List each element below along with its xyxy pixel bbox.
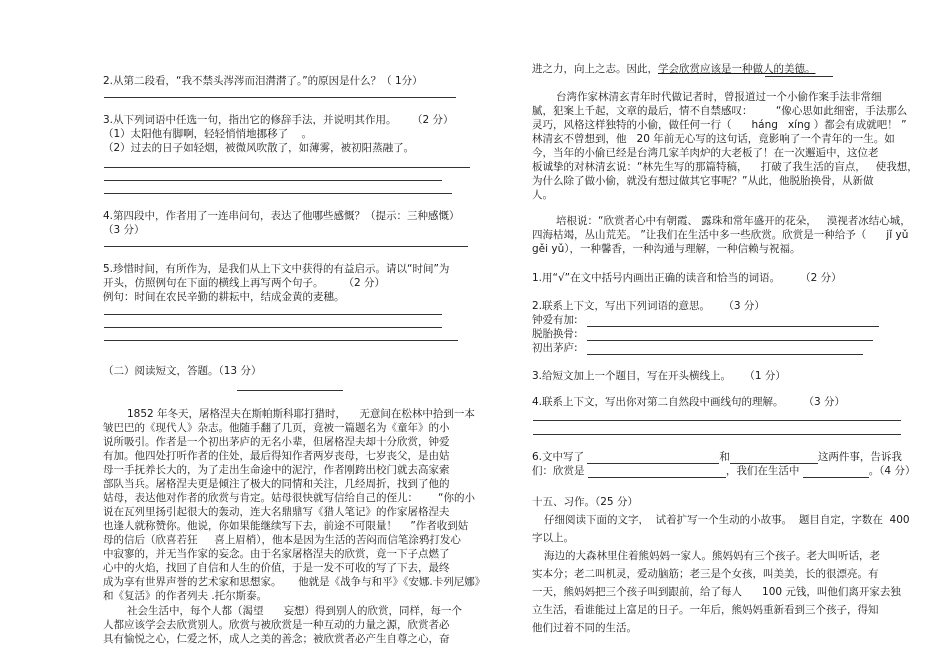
answer-line [587,354,863,355]
question-5-line-1: 5.珍惜时间，有所作为，是我们从上下文中获得的有益启示。请以“时间”为 [103,263,450,275]
writing-prompt-line: 仔细阅读下面的文字， 试着扩写一个生动的小故事。 题目自定，字数在 400 [544,514,910,526]
fill-blank [588,466,726,478]
answer-line [104,167,470,168]
section-15-heading: 十五、习作。（25 分） [532,496,638,508]
passage-p3-line: 灵巧，风格这样独特的小偷，做任何一行（ háng xíng ）都会有成就吧！ ” [532,119,907,131]
story-line: 海边的大森林里住着熊妈妈一家人。熊妈妈有三个孩子。老大叫听话，老 [544,550,880,562]
passage-p4-line: 培根说：“欣赏者心中有朝霞、 露珠和常年盛开的花朵， 漠视者冰结心城， [556,215,911,227]
question-text: 们：欣赏是 [532,465,585,477]
answer-line [104,246,468,247]
passage-p1-line: 说所吸引。作者是一个初出茅庐的无名小辈，但屠格涅夫却十分欣赏，钟爱 [103,436,450,448]
passage-text: 进之力，向上之志。因此， [532,63,658,75]
title-blank-line [237,390,343,391]
passage-p1-line: 和《复活》的作者列夫 .托尔斯泰。 [103,590,268,602]
section-2-heading: （二）阅读短文，答题。（13 分） [103,365,262,377]
passage-p1-line: 姑母，表达他对作者的欣赏与肯定。姑母很快就写信给自己的侄儿： “你的小 [103,492,475,504]
passage-p1-line: 中寂寥的，并无当作家的妄念。由于名家屠格涅夫的欣赏，竟一下子点燃了 [103,548,450,560]
question-r6-line-2 [532,465,915,478]
passage-p1-line: 有加。他四处打听作者的住处，最后得知作者两岁丧母，七岁丧父，是由姑 [103,450,450,462]
answer-line [587,340,873,341]
term-label: 钟爱有加: [532,314,578,326]
passage-p2-line: 人都应该学会去欣赏别人。欣赏与被欣赏是一种互动的力量之源，欣赏者必 [103,619,450,631]
question-r4: 4.联系上下文，写出你对第二自然段中画线句的理解。 （3 分） [532,396,846,408]
fill-blank [587,452,719,464]
passage-p1-line: 说在瓦列里扬引起很大的轰动，连大名鼎鼎写《猎人笔记》的作家屠格涅夫 [103,506,450,518]
passage-p2-line: 社会生活中，每个人都（渴望 妄想）得到别人的欣赏，同样，每一个 [127,605,463,617]
fill-blank [803,466,869,478]
question-r1: 1.用“√”在文中括号内画出正确的读音和恰当的词语。 （2 分） [532,272,842,284]
answer-line [533,434,901,435]
question-4-score: （3 分） [103,224,145,236]
passage-p4-line: gěi yǔ），一种馨香，一种沟通与理解，一种信赖与祝福。 [532,243,801,255]
underline-extension [765,76,833,77]
question-text: 6.文中写了 [532,451,585,463]
passage-p1-line: 皱巴巴的《现代人》杂志。他随手翻了几页，竟被一篇题名为《童年》的小 [103,422,450,434]
question-r3: 3.给短文加上一个题目，写在开头横线上。 （1 分） [532,370,786,382]
question-3-score: （2 分） [412,114,454,126]
question-3-item-1: （1）太阳他有脚啊，轻轻悄悄地挪移了 。 [103,128,313,140]
story-line: 一天，熊妈妈把三个孩子叫到跟前，给了每人 100 元钱，叫他们离开家去独 [532,586,901,598]
answer-line [104,193,452,194]
answer-line [104,340,458,341]
question-3-item-2: （2）过去的日子如轻烟，被微风吹散了，如薄雾，被初阳蒸融了。 [103,142,415,154]
term-label: 初出茅庐: [532,342,578,354]
question-2: 2.从第二段看，“我不禁头涔涔而泪潸潸了。”的原因是什么？（ 1分） [103,75,423,87]
passage-p3-line: 腻，犯案上千起，文章的最后，情不自禁感叹： “像心思如此细密，手法那么 [532,105,908,117]
passage-p4-line: 四海枯竭，丛山荒芜。 ”让我们在生活中多一些欣赏。欣赏是一种给予（ jǐ yǔ [532,229,909,241]
question-r2: 2.联系上下文，写出下列词语的意思。 （3 分） [532,300,765,312]
passage-p1-line: 心中的火焰，找回了自信和人生的价值，于是一发不可收的写了下去，最终 [103,562,450,574]
story-line: 立生活，看谁能过上富足的日子。一年后，熊妈妈重新看到三个孩子，得知 [532,604,879,616]
question-r6-line-1 [532,451,902,464]
passage-p3-line: 人。 [532,189,553,201]
answer-line [587,326,879,327]
passage-p1-line: 成为享有世界声誉的艺术家和思想家。 他就是《战争与和平》《安娜.卡列尼娜》 [103,576,486,588]
writing-prompt-line: 字以上。 [532,532,574,544]
question-3: 3.从下列词语中任选一句，指出它的修辞手法，并说明其作用。 [103,114,397,126]
passage-p2-line: 具有愉悦之心，仁爱之怀，成人之美的善念；被欣赏者必产生自尊之心，奋 [103,633,450,645]
answer-line [104,314,442,315]
question-text: 。（4 分） [868,465,916,477]
passage-p3-line: 今，当年的小偷已经是台湾几家羊肉炉的大老板了！在一次邂逅中，这位老 [532,147,879,159]
story-line: 实本分；老二叫机灵，爱动脑筋；老三是个女孩，叫美美，长的很漂亮。有 [532,568,879,580]
question-text: 这两件事，告诉我 [817,451,902,463]
answer-line [104,97,456,98]
underlined-sentence: 学会欣赏应该是一种做人的美德。 [658,63,816,75]
passage-p3-line: 林清玄不曾想到，他 20 年前无心写的这句话，竟影响了一个青年的一生。如 [532,133,895,145]
answer-line [104,327,442,328]
passage-p1-line: 母一手抚养长大的，为了走出生命途中的泥泞，作者刚跨出校门就去高家索 [103,464,450,476]
fill-blank [730,452,818,464]
term-label: 脱胎换骨: [532,328,578,340]
answer-line [533,420,901,421]
answer-line [104,180,442,181]
right-column [475,0,950,671]
passage-p3-line: 台湾作家林清玄青年时代做记者时，曾报道过一个小偷作案手法非常细 [556,91,882,103]
passage-p1-line: 也逢人就称赞你。他说，你如果能继续写下去，前途不可限量！ ”作者收到姑 [103,520,469,532]
passage-p3-line: 板诚挚的对林清玄说：“林先生写的那篇特稿， 打破了我生活的盲点， 使我想， [532,161,918,173]
question-text: ，我们在生活中 [725,465,800,477]
passage-p3-line: 为什么除了做小偷，就没有想过做其它事呢？”从此，他脱胎换骨，从新做 [532,175,874,187]
passage-p1-line: 母的信后（欣喜若狂 喜上眉梢），他本是因为生活的苦闷而信笔涂鸦打发心 [103,534,461,546]
question-text: 和 [719,451,730,463]
story-line: 他们过着不同的生活。 [532,622,637,634]
question-5-example: 例句：时间在农民辛勤的耕耘中，结成金黄的麦穗。 [103,291,345,303]
question-5-line-2: 开头，仿照例句在下面的横线上再写两个句子。 （2 分） [103,277,386,289]
passage-continued-line [532,63,816,76]
passage-p1-line: 1852 年冬天，屠格涅夫在斯帕斯科耶打猎时， 无意间在松林中拾到一本 [127,408,475,420]
question-4: 4.第四段中，作者用了一连串问句，表达了他哪些感慨？（提示：三种感慨） [103,210,460,222]
passage-p1-line: 部队当兵。屠格涅夫更是倾注了极大的同情和关注，几经周折，找到了他的 [103,478,450,490]
